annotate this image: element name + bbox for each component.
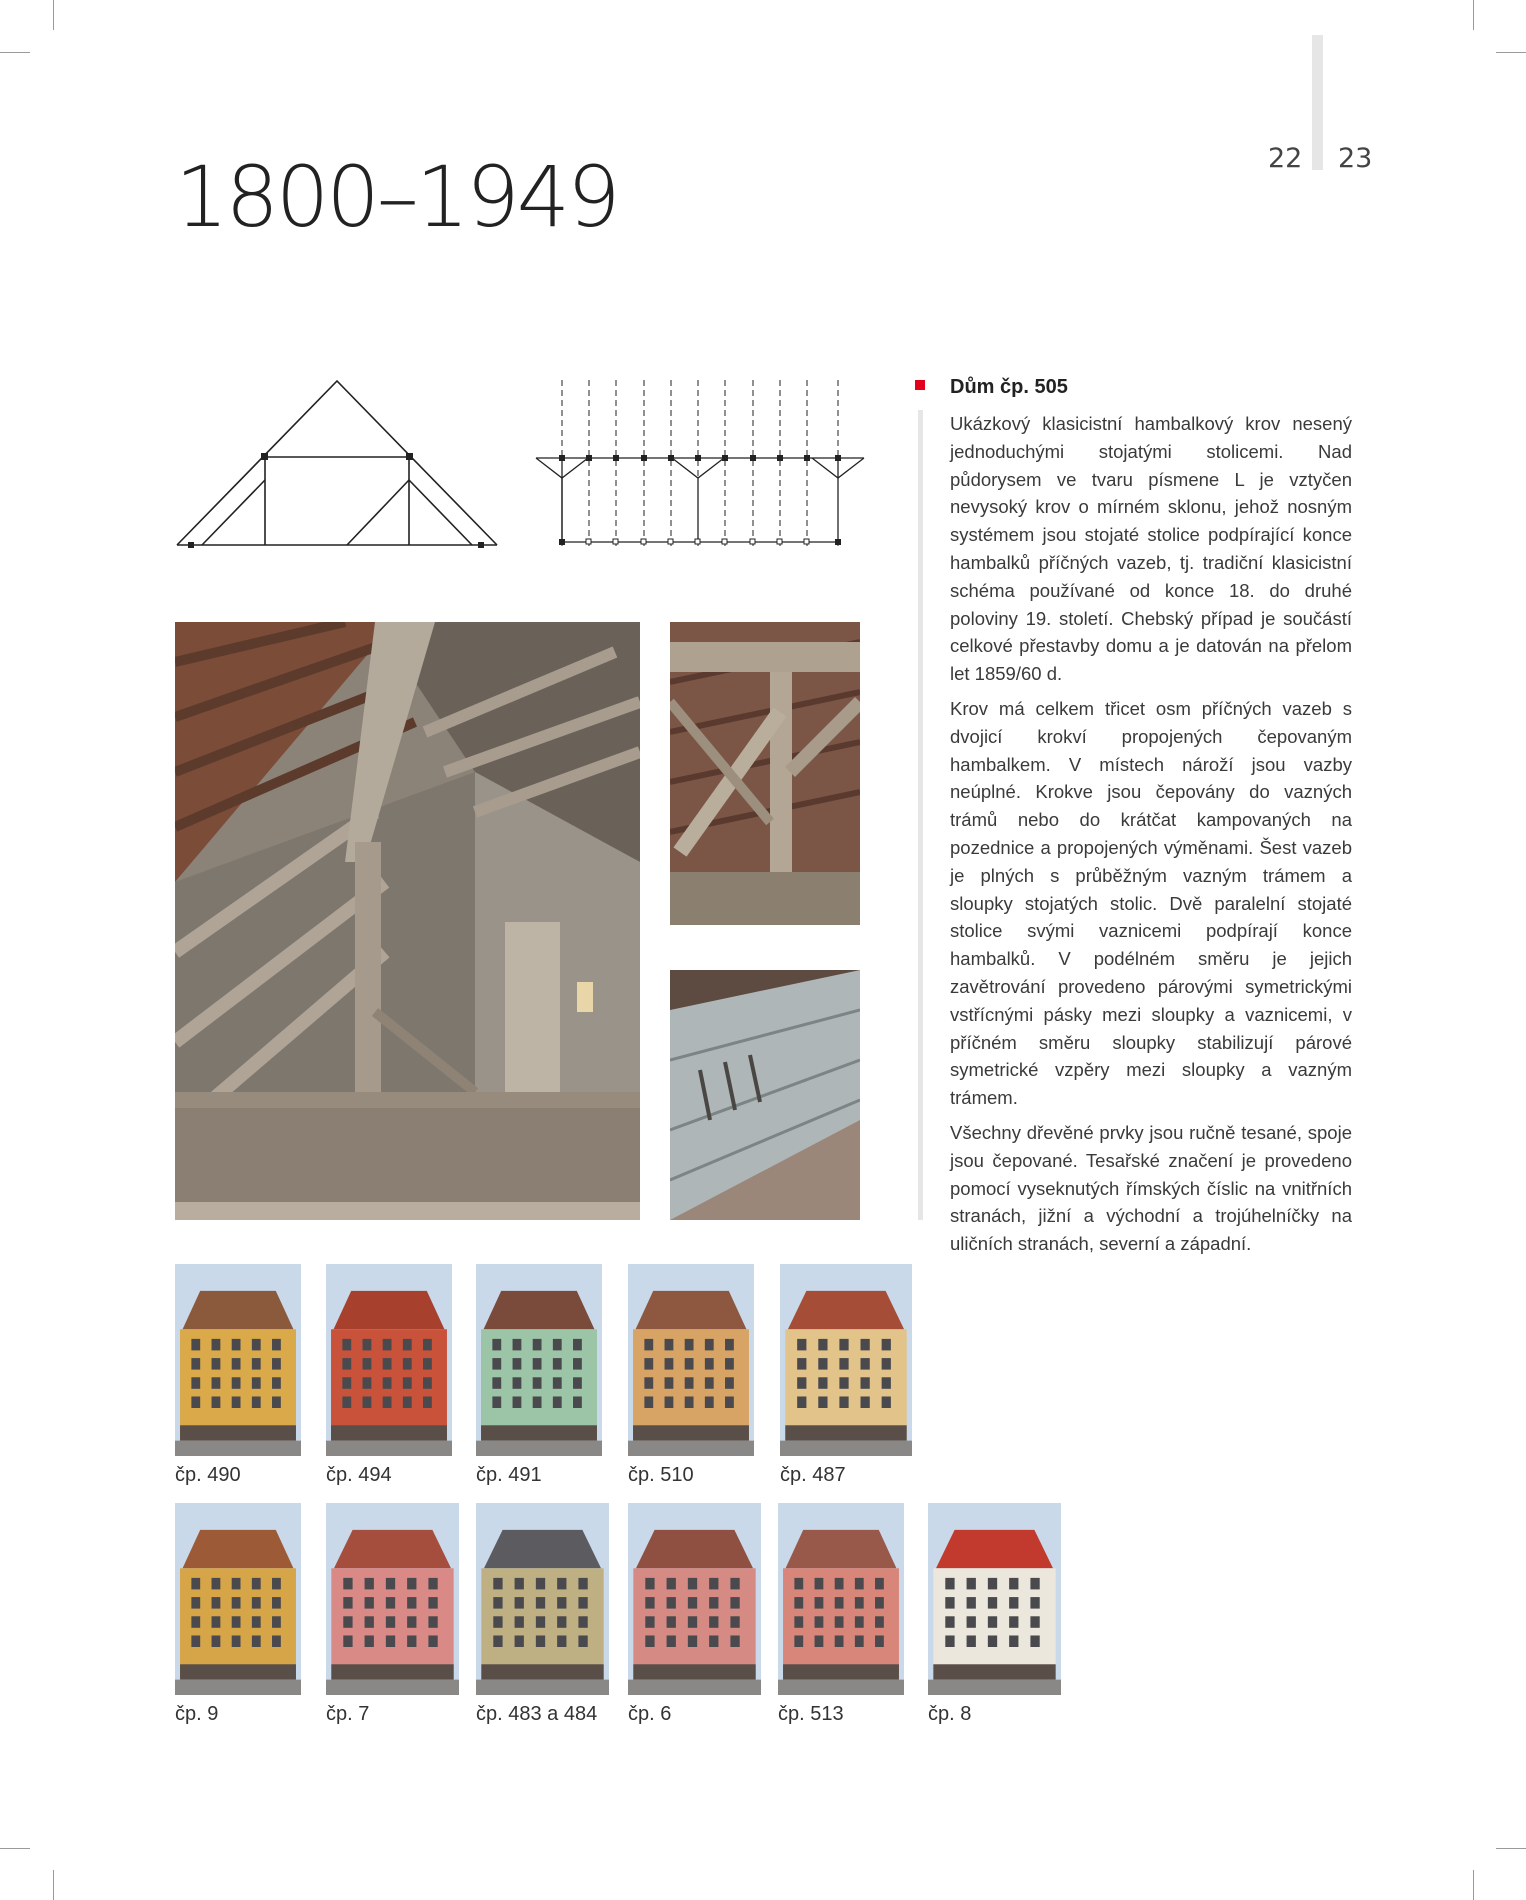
building-photo bbox=[476, 1264, 602, 1456]
building-photo bbox=[628, 1264, 754, 1456]
building-caption: čp. 490 bbox=[175, 1464, 241, 1486]
crop-mark bbox=[1473, 1870, 1474, 1900]
building-photo bbox=[175, 1264, 301, 1456]
building-photo bbox=[175, 1503, 301, 1695]
building-caption: čp. 8 bbox=[928, 1703, 972, 1725]
truss-joint-photo bbox=[670, 622, 860, 925]
building-caption: čp. 7 bbox=[326, 1703, 370, 1725]
building-photo bbox=[628, 1503, 761, 1695]
crop-mark bbox=[1473, 0, 1474, 30]
building-photo bbox=[476, 1503, 609, 1695]
section-marker bbox=[915, 380, 925, 390]
building-caption: čp. 9 bbox=[175, 1703, 219, 1725]
crop-mark bbox=[1496, 1848, 1526, 1849]
article-paragraph: Ukázkový klasicistní hambalkový krov nesený jednoduchými stojatými stolicemi. Nad půdorysem ve tvaru písmene L je vztyčen nevysoký krov o mírném sklonu, jehož nosným systémem jsou stojaté stolice podpírající konce hambalků příčných vazeb, tj. tradiční klasicistní schéma používané od konce 18. do druhé poloviny 19. století. Chebský případ je součástí celkové přestavby domu a je datován na přelom let 1859/60 d. bbox=[950, 413, 1352, 685]
article-paragraph: Krov má celkem třicet osm příčných vazeb s dvojicí krokví propojených čepovaným hambalkem. V místech nároží jsou vazby neúplné. Krokve jsou čepovány do vazných trámů nebo do krátčat kampovaných na pozednice a propojených výměnami. Šest vazeb je plných s průběžným vazným trámem a sloupky stojatých stolic. Dvě paralelní stojaté stolice svými vaznicemi podpírají konce hambalků. V podélném směru je jejich zavětrování provedeno párovými symetrickými vstřícnými pásky mezi sloupky a vaznicemi, v příčném směru sloupky stabilizují párové symetrické vzpěry mezi sloupky a vazným trámem. bbox=[950, 697, 1352, 1109]
header-divider bbox=[1312, 35, 1323, 170]
building-photo bbox=[780, 1264, 912, 1456]
crop-mark bbox=[1496, 52, 1526, 53]
building-caption: čp. 6 bbox=[628, 1703, 672, 1725]
building-caption: čp. 510 bbox=[628, 1464, 694, 1486]
building-photo bbox=[326, 1503, 459, 1695]
truss-longitudinal-diagram bbox=[534, 378, 866, 550]
article-heading: Dům čp. 505 bbox=[950, 376, 1068, 398]
building-photo bbox=[928, 1503, 1061, 1695]
crop-mark bbox=[0, 52, 30, 53]
column-rule bbox=[918, 410, 923, 1220]
building-caption: čp. 513 bbox=[778, 1703, 844, 1725]
truss-cross-section-diagram bbox=[172, 375, 502, 550]
building-caption: čp. 491 bbox=[476, 1464, 542, 1486]
article-body bbox=[950, 410, 1352, 1265]
crop-mark bbox=[53, 1870, 54, 1900]
crop-mark bbox=[0, 1848, 30, 1849]
article-paragraph: Všechny dřevěné prvky jsou ručně tesané, spoje jsou čepované. Tesařské značení je provedeno pomocí vyseknutých římských číslic na vnitřních stranách, jižní a východní a trojúhelníčky na uličních stranách, severní a západní. bbox=[950, 1121, 1352, 1255]
page-title: 1800–1949 bbox=[175, 148, 618, 246]
crop-mark bbox=[53, 0, 54, 30]
page-number-left: 22 bbox=[1268, 143, 1303, 174]
building-photo bbox=[326, 1264, 452, 1456]
building-caption: čp. 494 bbox=[326, 1464, 392, 1486]
building-caption: čp. 487 bbox=[780, 1464, 846, 1486]
carpenter-mark-photo bbox=[670, 970, 860, 1220]
building-caption: čp. 483 a 484 bbox=[476, 1703, 598, 1725]
page-number-right: 23 bbox=[1338, 143, 1373, 174]
attic-truss-photo bbox=[175, 622, 640, 1220]
building-photo bbox=[778, 1503, 904, 1695]
